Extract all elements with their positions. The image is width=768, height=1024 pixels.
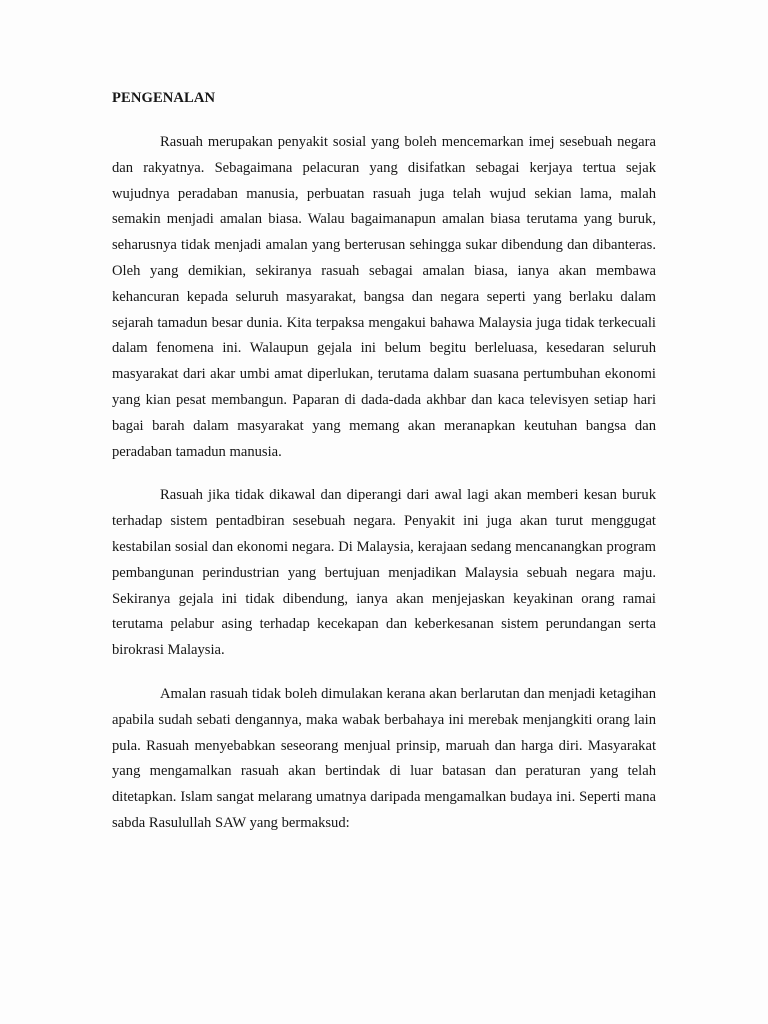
paragraph-3: Amalan rasuah tidak boleh dimulakan kerana akan berlarutan dan menjadi ketagihan apabila sudah sebati dengannya, maka wabak berbahaya ini merebak menjangkiti orang lain pula. Rasuah menyebabkan seseorang menjual prinsip, maruah dan harga diri. Masyarakat yang mengamalkan rasuah akan bertindak di luar batasan dan peraturan yang telah ditetapkan. Islam sangat melarang umatnya daripada mengamalkan budaya ini. Seperti mana sabda Rasulullah SAW yang bermaksud:	[112, 685, 656, 831]
section-heading: PENGENALAN	[112, 90, 216, 106]
paragraph-2: Rasuah jika tidak dikawal dan diperangi dari awal lagi akan memberi kesan buruk terhadap sistem pentadbiran sesebuah negara. Penyakit ini juga akan turut menggugat kestabilan sosial dan ekonomi negara. Di Malaysia, kerajaan sedang mencanangkan program pembangunan perindustrian yang bertujuan menjadikan Malaysia sebuah negara maju. Sekiranya gejala ini tidak dibendung, ianya akan menjejaskan keyakinan orang ramai terutama pelabur asing terhadap kecekapan dan keberkesanan sistem perundangan serta birokrasi Malaysia.	[112, 487, 656, 659]
paragraph-1: Rasuah merupakan penyakit sosial yang boleh mencemarkan imej sesebuah negara dan rakyatnya. Sebagaimana pelacuran yang disifatkan sebagai kerjaya tertua sejak wujudnya peradaban manusia, perbuatan rasuah juga telah wujud sekian lama, malah semakin menjadi amalan biasa. Walau bagaimanapun amalan biasa terutama yang buruk, seharusnya tidak menjadi amalan yang berterusan sehingga sukar dibendung dan dibanteras. Oleh yang demikian, sekiranya rasuah sebagai amalan biasa, ianya akan membawa kehancuran kepada seluruh masyarakat, bangsa dan negara seperti yang berlaku dalam sejarah tamadun besar dunia. Kita terpaksa mengakui bahawa Malaysia juga tidak terkecuali dalam fenomena ini. Walaupun gejala ini belum begitu berleluasa, kesedaran seluruh masyarakat dari akar umbi amat diperlukan, terutama dalam suasana pertumbuhan ekonomi yang kian pesat membangun. Paparan di dada-dada akhbar dan kaca televisyen setiap hari bagai barah dalam masyarakat yang memang akan meranapkan keutuhan bangsa dan peradaban tamadun manusia.	[112, 134, 656, 460]
document-body	[112, 88, 656, 855]
